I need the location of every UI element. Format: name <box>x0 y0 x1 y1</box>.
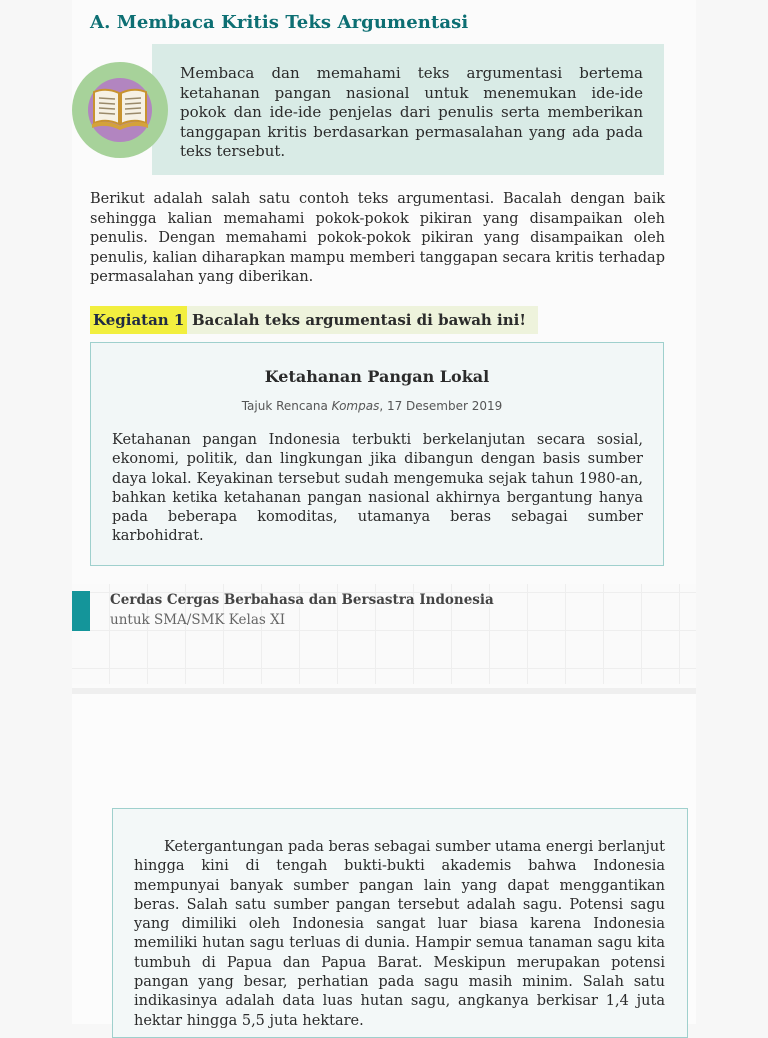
activity-label: Kegiatan 1 <box>90 306 187 334</box>
article-title: Ketahanan Pangan Lokal <box>264 367 490 386</box>
book-subtitle: untuk SMA/SMK Kelas XI <box>110 612 286 628</box>
book-title: Cerdas Cergas Berbahasa dan Bersastra Indonesia <box>110 592 494 608</box>
source-prefix: Tajuk Rencana <box>241 399 332 413</box>
open-book-icon <box>90 84 150 130</box>
activity-instruction: Bacalah teks argumentasi di bawah ini! <box>192 311 526 329</box>
source-date: , 17 Desember 2019 <box>379 399 503 413</box>
article-paragraph-2: Ketergantungan pada beras sebagai sumber utama energi berlanjut hingga kini di tengah bukti-bukti akademis bahwa Indonesia mempunyai banyak sumber pangan lain yang dapat menggantikan beras. Salah satu sumber pangan tersebut adalah sagu. Potensi sagu yang dimiliki oleh Indonesia sangat luar biasa karena Indonesia memiliki hutan sagu terluas di dunia. Hampir semua tanaman sagu kita tumbuh di Papua dan Papua Barat. Meskipun merupakan potensi pangan yang besar, perhatian pada sagu masih minim. Salah satu indikasinya adalah data luas hutan sagu, angkanya berkisar 1,4 juta hektar hingga 5,5 juta hektare. <box>134 839 665 1029</box>
section-title: A. Membaca Kritis Teks Argumentasi <box>90 12 469 33</box>
intro-paragraph: Berikut adalah salah satu contoh teks argumentasi. Bacalah dengan baik sehingga kalian memahami pokok-pokok pikiran yang disampaikan oleh penulis. Dengan memahami pokok-pokok pikiran yang disampaikan oleh penulis, kalian diharapkan mampu memberi tanggapan secara kritis terhadap permasalahan yang diberikan. <box>90 191 665 286</box>
source-publication: Kompas <box>331 399 380 413</box>
footer-accent-bar <box>72 591 90 631</box>
article-paragraph-1: Ketahanan pangan Indonesia terbukti berkelanjutan secara sosial, ekonomi, politik, dan lingkungan jika dibangun dengan basis sumber daya lokal. Keyakinan tersebut sudah mengemuka sejak tahun 1980-an, bahkan ketika ketahanan pangan nasional akhirnya bergantung hanya pada beberapa komoditas, utamanya beras sebagai sumber karbohidrat. <box>112 432 643 545</box>
article-source <box>90 399 654 413</box>
objective-text: Membaca dan memahami teks argumentasi bertema ketahanan pangan nasional untuk menemukan ide-ide pokok dan ide-ide penjelas dari penulis serta memberikan tanggapan kritis berdasarkan permasalahan yang ada pada teks tersebut. <box>180 64 643 160</box>
